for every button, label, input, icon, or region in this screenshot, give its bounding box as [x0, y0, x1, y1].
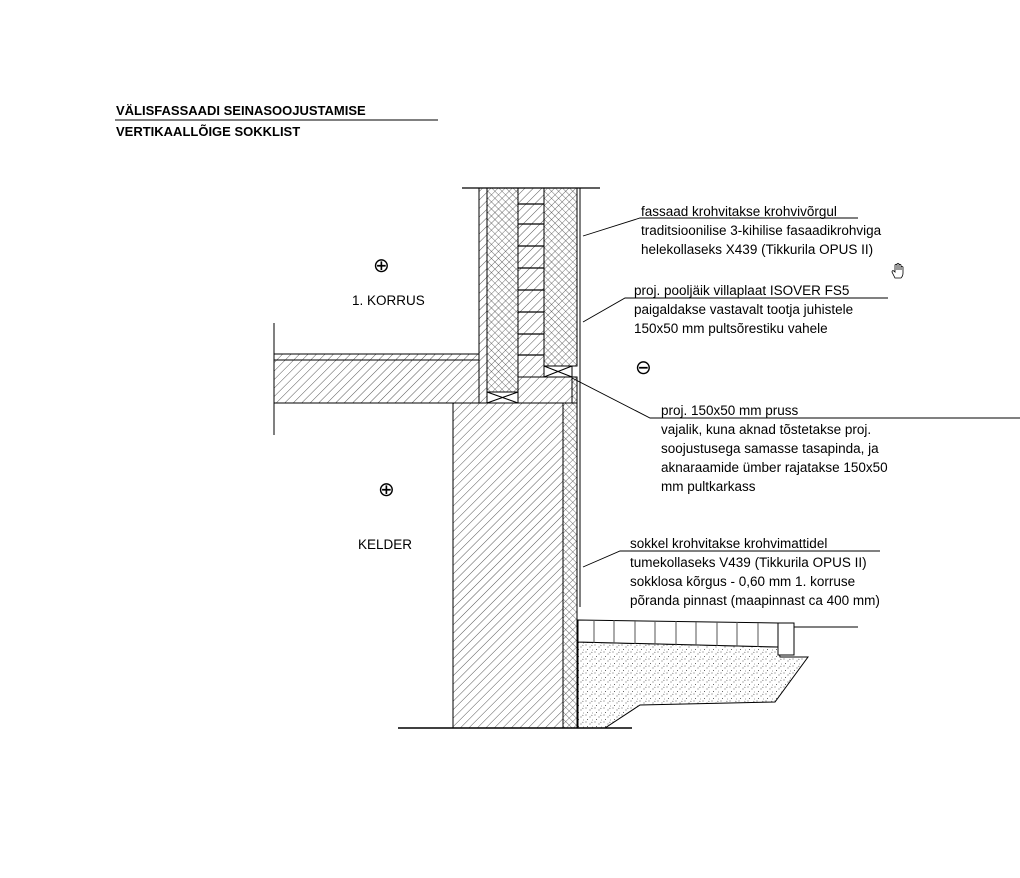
room-label-upper: 1. KORRUS [352, 293, 425, 308]
annotation-facade: fassaad krohvitakse krohvivõrgul traditsioonilise 3-kihilise fasaadikrohviga helekollaseks X439 (Tikkurila OPUS II) [641, 204, 882, 257]
plus-symbol-icon: ⊕ [378, 479, 395, 501]
plus-symbol-icon: ⊕ [373, 255, 390, 277]
basement-wall [453, 403, 577, 728]
annotation-beam: proj. 150x50 mm pruss vajalik, kuna aknad tõstetakse proj. soojustusega samasse tasapinda, ja aknaraamide ümber rajatakse 150x50 mm pultkarkass [661, 403, 888, 494]
minus-symbol-icon: ⊖ [635, 357, 652, 379]
floor-slab [274, 323, 479, 435]
room-label-lower: KELDER [358, 537, 413, 552]
leader-lines [572, 218, 1020, 567]
title-line-1: VÄLISFASSAADI SEINASOOJUSTAMISE [116, 103, 366, 118]
hand-cursor-icon [890, 262, 908, 280]
annotation-plinth: sokkel krohvitakse krohvimattidel tumekollaseks V439 (Tikkurila OPUS II) sokklosa kõrgus - 0,60 mm 1. korruse põranda pinnast (maapinnast ca 400 mm) [630, 536, 880, 608]
annotation-insulation: proj. pooljäik villaplaat ISOVER FS5 paigaldakse vastavalt tootja juhistele 150x50 mm pultsõrestiku vahele [634, 283, 854, 336]
title-line-2: VERTIKAALLÕIGE SOKKLIST [116, 124, 301, 139]
